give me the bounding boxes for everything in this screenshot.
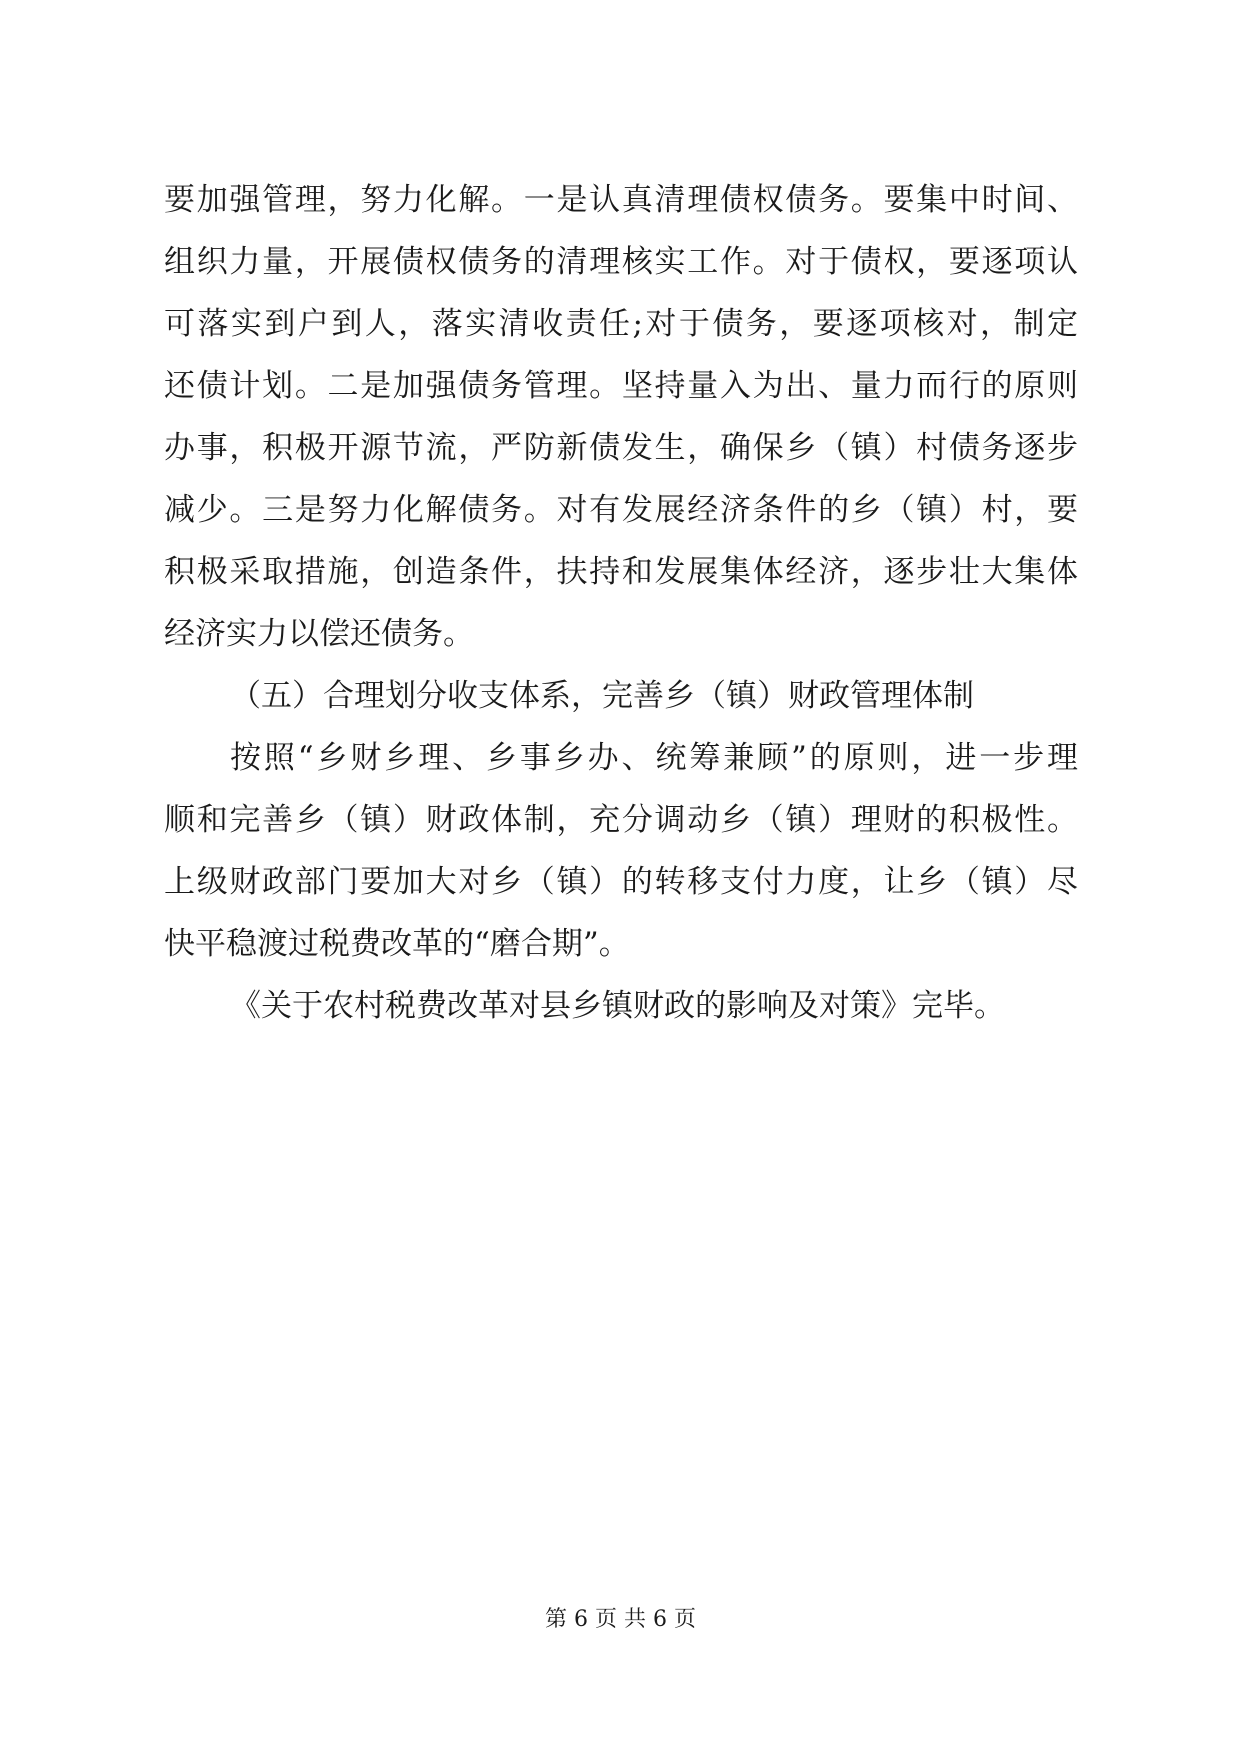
paragraph-2-line-4: 快平稳渡过税费改革的“磨合期”。: [164, 926, 630, 962]
paragraph-1-line-6: 减少。三是努力化解债务。对有发展经济条件的乡（镇）村，要: [164, 492, 1078, 528]
paragraph-1-line-1: 要加强管理，努力化解。一是认真清理债权债务。要集中时间、: [164, 182, 1078, 218]
paragraph-1-line-5: 办事，积极开源节流，严防新债发生，确保乡（镇）村债务逐步: [164, 430, 1078, 466]
paragraph-1-line-4: 还债计划。二是加强债务管理。坚持量入为出、量力而行的原则: [164, 368, 1078, 404]
paragraph-1-line-2: 组织力量，开展债权债务的清理核实工作。对于债权，要逐项认: [164, 244, 1078, 280]
paragraph-2-line-2: 顺和完善乡（镇）财政体制，充分调动乡（镇）理财的积极性。: [164, 802, 1078, 838]
page-number-footer: 第 6 页 共 6 页: [545, 1607, 696, 1632]
paragraph-1-line-3: 可落实到户到人，落实清收责任;对于债务，要逐项核对，制定: [164, 306, 1078, 342]
closing-line: 《关于农村税费改革对县乡镇财政的影响及对策》完毕。: [230, 988, 1005, 1024]
paragraph-2-line-3: 上级财政部门要加大对乡（镇）的转移支付力度，让乡（镇）尽: [164, 864, 1078, 900]
section-heading: （五）合理划分收支体系，完善乡（镇）财政管理体制: [230, 678, 974, 714]
paragraph-2-line-1: 按照“乡财乡理、乡事乡办、统筹兼顾”的原则，进一步理: [230, 740, 1078, 776]
paragraph-1-line-8: 经济实力以偿还债务。: [164, 616, 474, 652]
paragraph-1-line-7: 积极采取措施，创造条件，扶持和发展集体经济，逐步壮大集体: [164, 554, 1078, 590]
